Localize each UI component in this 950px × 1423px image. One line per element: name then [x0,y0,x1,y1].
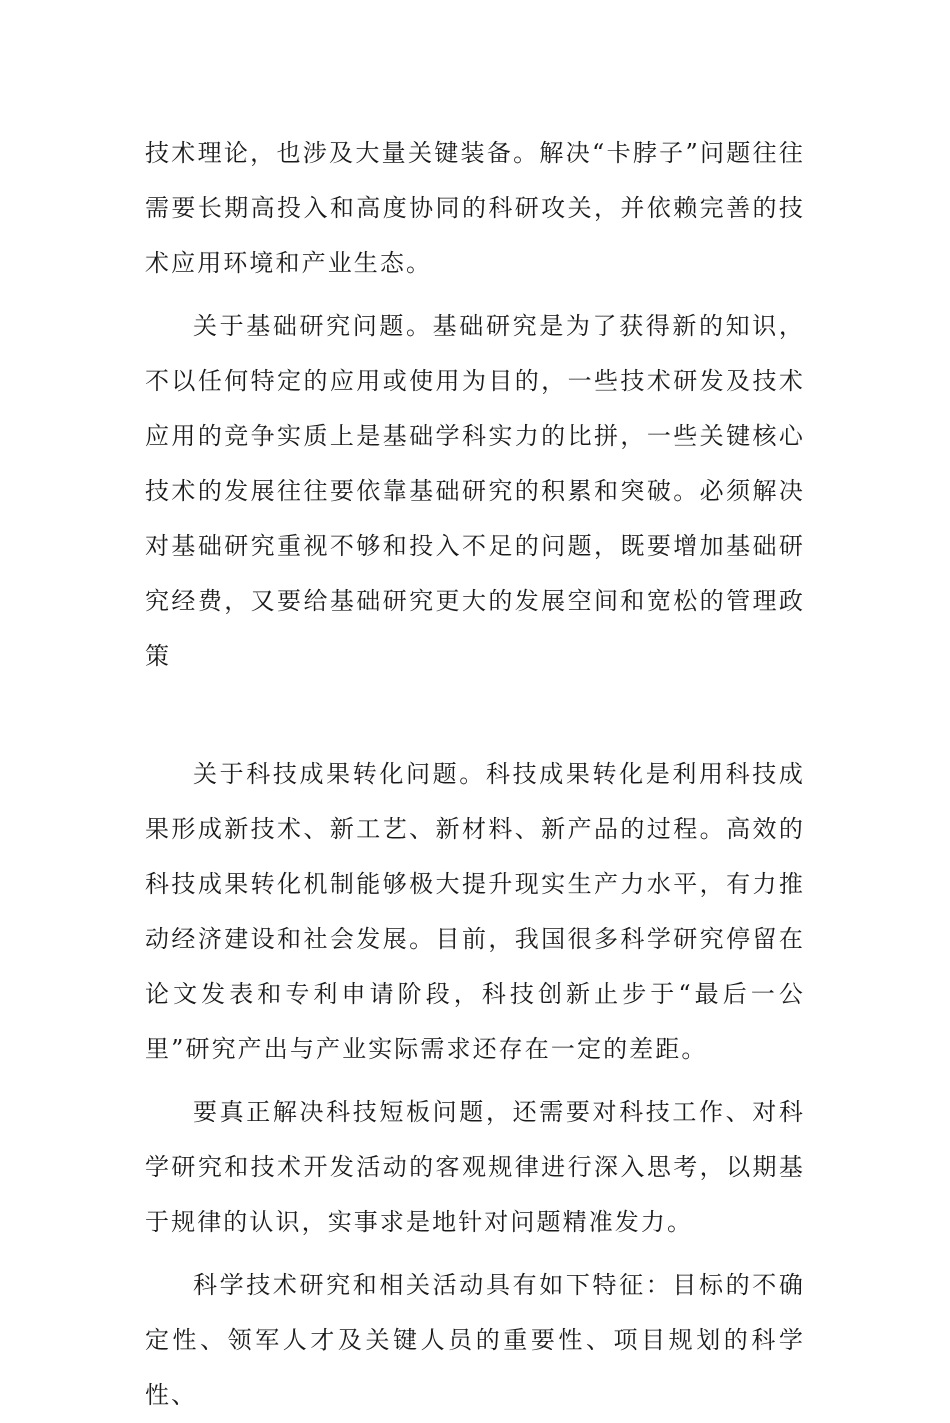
paragraph-1: 技术理论，也涉及大量关键装备。解决“卡脖子”问题往往需要长期高投入和高度协同的科研攻关，并依赖完善的技术应用环境和产业生态。 [145,139,805,277]
paragraph-tech-shortcomings: 要真正解决科技短板问题，还需要对科技工作、对科学研究和技术开发活动的客观规律进行深入思考，以期基于规律的认识，实事求是地针对问题精准发力。 [145,1098,805,1236]
body-text [145,126,805,1423]
paragraph-tech-transfer: 关于科技成果转化问题。科技成果转化是利用科技成果形成新技术、新工艺、新材料、新产品的过程。高效的科技成果转化机制能够极大提升现实生产力水平，有力推动经济建设和社会发展。目前，我国很多科学研究停留在论文发表和专利申请阶段，科技创新止步于“最后一公里”研究产出与产业实际需求还存在一定的差距。 [145,760,805,1063]
paragraph-basic-research: 关于基础研究问题。基础研究是为了获得新的知识，不以任何特定的应用或使用为目的，一些技术研发及技术应用的竞争实质上是基础学科实力的比拼，一些关键核心技术的发展往往要依靠基础研究的积累和突破。必须解决对基础研究重视不够和投入不足的问题，既要增加基础研究经费，又要给基础研究更大的发展空间和宽松的管理政策 [145,312,805,670]
paragraph-research-features: 科学技术研究和相关活动具有如下特征：目标的不确定性、领军人才及关键人员的重要性、项目规划的科学性、 [145,1271,805,1409]
